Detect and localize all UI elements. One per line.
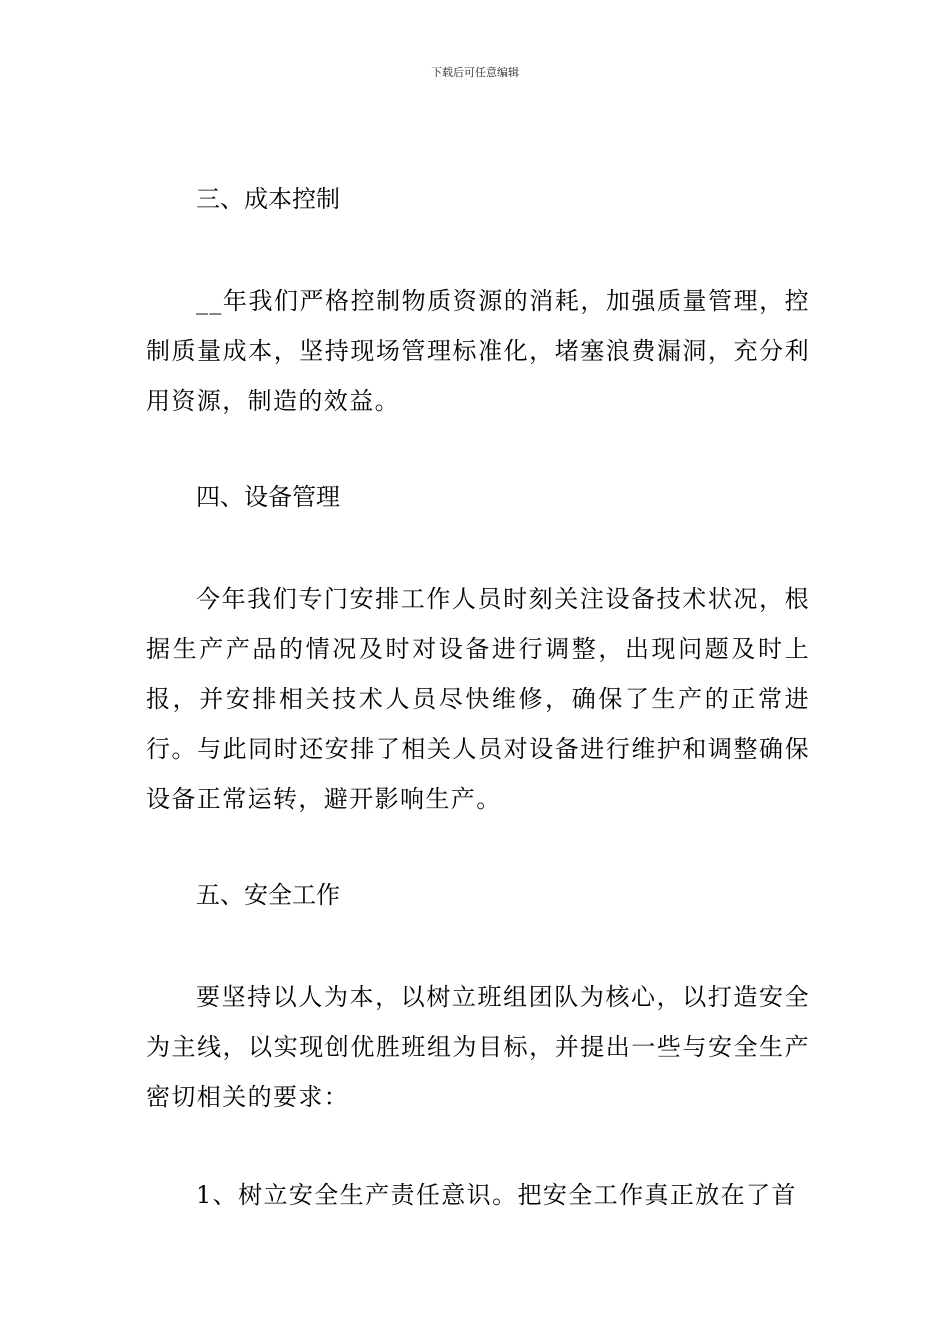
paragraph-cost-control: __年我们严格控制物质资源的消耗，加强质量管理，控制质量成本，坚持现场管理标准化，堵塞浪费漏洞，充分利用资源，制造的效益。	[146, 287, 810, 415]
section-heading-equipment-management: 四、设备管理	[196, 483, 340, 511]
page-header: 下载后可任意编辑	[431, 66, 519, 79]
section-heading-cost-control: 三、成本控制	[196, 185, 340, 213]
paragraph-equipment-management: 今年我们专门安排工作人员时刻关注设备技术状况，根据生产产品的情况及时对设备进行调整，出现问题及时上报，并安排相关技术人员尽快维修，确保了生产的正常进行。与此同时还安排了相关人员对设备进行维护和调整确保设备正常运转，避开影响生产。	[146, 585, 810, 813]
paragraph-safety-work: 要坚持以人为本，以树立班组团队为核心，以打造安全为主线，以实现创优胜班组为目标，并提出一些与安全生产密切相关的要求：	[146, 983, 810, 1111]
list-item-safety-responsibility: 1、树立安全生产责任意识。把安全工作真正放在了首	[196, 1181, 797, 1209]
section-heading-safety-work: 五、安全工作	[196, 881, 340, 909]
